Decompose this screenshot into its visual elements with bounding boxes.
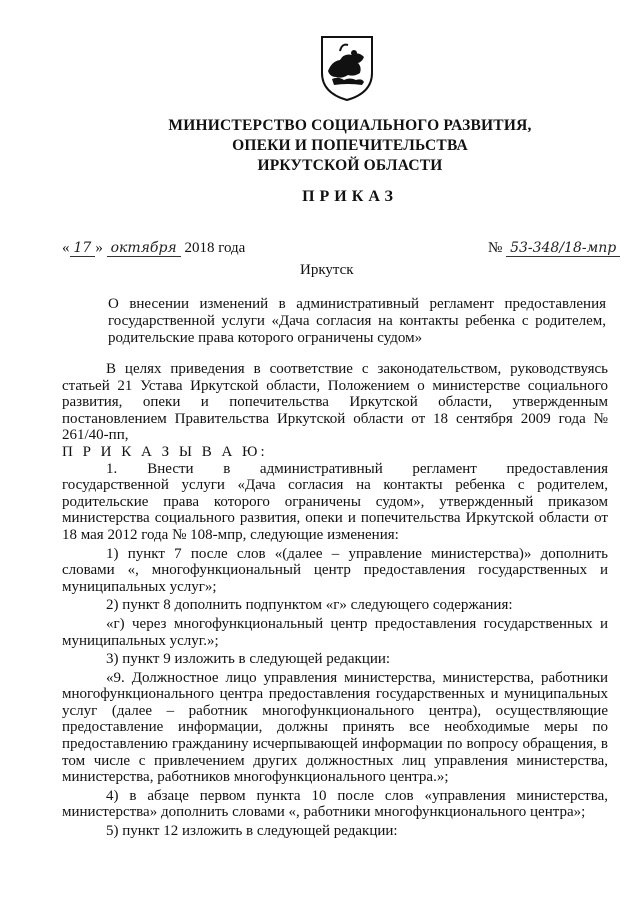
- ministry-name: [120, 116, 580, 176]
- date-open-quote: «: [62, 240, 70, 256]
- ministry-line-1: МИНИСТЕРСТВО СОЦИАЛЬНОГО РАЗВИТИЯ,: [168, 117, 532, 134]
- number-label: №: [488, 240, 503, 256]
- date-day: 17: [70, 240, 96, 257]
- paragraph-1: 1. Внести в административный регламент предоставления государственной услуги «Дача согласия на контакты ребенка с родителем, родительские права которого ограничены судом», утвержденный приказом министерства социального развития, опеки и попечительства Иркутской области от 18 мая 2012 года № 108-мпр, следующие изменения:: [62, 460, 608, 543]
- date-close-quote: »: [95, 240, 103, 256]
- number-value: 53-348/18-мпр: [506, 240, 620, 257]
- ministry-line-2: ОПЕКИ И ПОПЕЧИТЕЛЬСТВА: [232, 137, 468, 154]
- order-date: [62, 240, 245, 257]
- order-word: П Р И К А З Ы В А Ю:: [62, 443, 268, 460]
- paragraph-8: 5) пункт 12 изложить в следующей редакции:: [106, 823, 398, 840]
- paragraph-2: 1) пункт 7 после слов «(далее – управление министерства)» дополнить словами «, многофункциональный центр предоставления государственных и муниципальных услуг»;: [62, 545, 608, 595]
- paragraph-4: «г) через многофункциональный центр предоставления государственных и муниципальных услуг.»;: [62, 615, 608, 649]
- preamble-paragraph: В целях приведения в соответствие с законодательством, руководствуясь статьей 21 Устава Иркутской области, Положением о министерстве социального развития, опеки и попечительства Иркутской области, утвержденным постановлением Правительства Иркутской области от 18 сентября 2009 года № 261/40-пп,: [62, 361, 608, 444]
- order-body: [62, 361, 608, 840]
- paragraph-3: 2) пункт 8 дополнить подпунктом «г» следующего содержания:: [106, 597, 513, 614]
- paragraph-6: «9. Должностное лицо управления министерства, министерства, работники многофункционального центра предоставления государственных и муниципальных услуг (далее – работник многофункционального центра), осуществляющие предоставление информации, должны принять все необходимые меры по предоставлению гражданину исчерпывающей информации по вопросу обращения, в том числе с привлечением других должностных лиц управления министерства, министерства, работников многофункционального центра.»;: [62, 669, 608, 786]
- ministry-line-3: ИРКУТСКОЙ ОБЛАСТИ: [257, 157, 443, 174]
- date-month: октября: [107, 240, 181, 257]
- irkutsk-coat-of-arms-icon: [318, 33, 376, 103]
- date-year: 2018 года: [184, 240, 246, 256]
- document-type-title: ПРИКАЗ: [302, 188, 398, 205]
- order-number: [488, 240, 620, 257]
- order-subject: О внесении изменений в административный регламент предоставления государственной услуги «Дача согласия на контакты ребенка с родителем, родительские права которого ограничены судом»: [108, 296, 606, 346]
- paragraph-7: 4) в абзаце первом пункта 10 после слов «управления министерства, министерства» дополнить словами «, работники многофункционального центра»;: [62, 787, 608, 821]
- paragraph-5: 3) пункт 9 изложить в следующей редакции:: [106, 651, 391, 668]
- city: Иркутск: [300, 262, 354, 278]
